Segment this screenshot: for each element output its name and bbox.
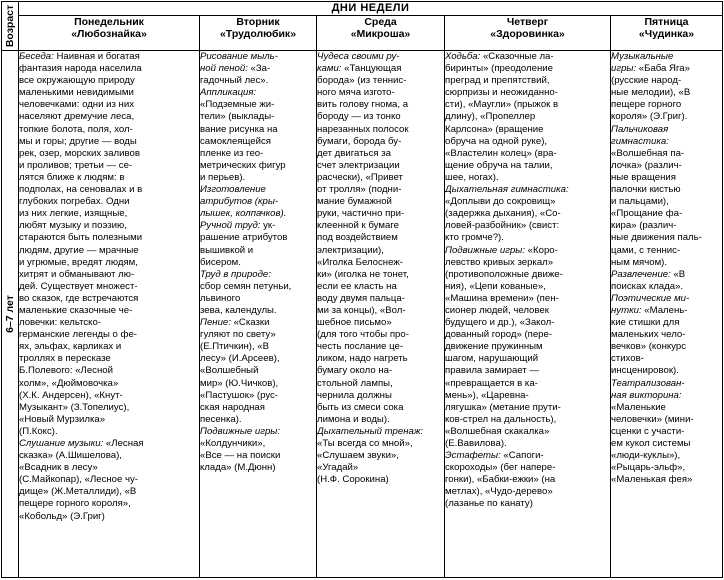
activity-entry [200,184,316,220]
age-column-header [2,2,19,51]
activity-title: Подвижные игры: [200,425,281,437]
day-header-tuesday [200,16,317,51]
activity-description: «Ты всегда со мной», «Слушаем звуки», «Угадай» (Н.Ф. Сорокина) [317,438,413,486]
activity-entry [445,450,610,510]
weekly-schedule-table [1,1,723,578]
activity-title: Ходьба: [445,51,481,62]
activity-description: «Лесная сказка» (А.Шишелова), «Всадник в лесу» (С.Майкопар), «Лесное чу- дище» (Ж.Металлиди), «В пещере горного короля», «Кобольд» (Э.Григ) [19,438,144,522]
day-header-friday [611,16,723,51]
monday-activities [19,51,200,578]
age-group-label: 6–7 лет [4,295,16,333]
activity-entry [611,124,722,269]
day-name: Четверг [506,16,549,28]
activity-title: Чудеса своими ру- ками: [317,51,400,75]
activity-description: «Малень- кие стишки для маленьких чело- вечков» (конкурс стихов- инсценировок). [611,304,688,377]
activity-entry [611,269,722,293]
activity-title: Подвижные игры: [445,244,526,256]
wednesday-activities [317,51,445,578]
day-theme: «Чудинка» [638,28,695,40]
activity-title: Эстафеты: [445,450,501,462]
activity-entry [19,51,199,438]
day-theme: «Микроша» [350,28,411,40]
activity-entry [611,293,722,378]
activity-title: Ручной труд: [200,220,261,232]
day-name: Пятница [644,16,689,28]
activity-entry [445,51,610,184]
activity-entry [200,426,316,474]
activity-description: «Танцующая борода» (из теннис- ного мяча изгото- вить голову гнома, а бороду — из тонко нарезанных полосок бумаги, борода бу- дет двигаться за счет электризации расчески), «Привет от тролля» (подни- мание бумажной руки, частично при- клеенной к бумаге под воздействием электризации), «Иголка Белоснеж- ки» (иголка не тонет, если ее класть на воду двумя пальца- ми за концы), «Вол- шебное письмо» (для того чтобы про- честь послание це- ликом, надо нагреть бумагу около на- стольной лампы, чернила должны быть из смеси сока лимона и воды). [317,63,409,425]
activity-title: Изготовление атрибутов (кры- лышек, колпачков). [200,184,287,220]
day-name: Понедельник [74,16,144,28]
activity-entry [200,51,316,87]
activity-title: Пальчиковая гимнастика: [611,123,669,147]
activity-entry [611,51,722,124]
activity-title: Слушание музыки: [19,438,104,449]
activity-title: Музыкальные игры: [611,51,674,75]
day-theme: «Здоровинка» [490,28,565,40]
activity-description: Наивная и богатая фантазия народа населила все окружающую природу маленькими невидимыми человечками: одни из них населяют дремучие леса, топкие болота, поля, хол- мы и горы; другие — воды рек, озер, морских заливов и проливов; третьи — се- лятся ближе к людям: в подполах, на сеновалах и в глубоких погребах. Одни из них легкие, изящные, любят музыку и поэзию, стараются быть полезными людям, другие — мрачные и угрюмые, вредят людям, хитрят и обманывают лю- дей. Существует множест- во сказок, где встречаются маленькие сказочные че- ловечки: кельтско- германские легенды о фе- ях, эльфах, карликах и троллях в пересказе Б.Полевого: «Лесной холм», «Дюймовочка» (Х.К. Андерсен), «Кнут- Музыкант» (З.Топелиус), «Новый Мурзилка» (П.Кокс). [19,51,143,437]
activity-title: Рисование мыль- ной пеной: [200,51,278,75]
activity-description: «Подземные жи- тели» (выклады- вание рисунка на самоклеящейся пленке из гео- метрических фигур и перьев). [200,99,286,183]
activity-entry [200,220,316,268]
activity-entry [445,245,610,451]
activity-description: «В поисках клада». [611,268,686,292]
tuesday-activities [200,51,317,578]
activity-title: Дыхательный тренаж: [317,425,424,437]
activity-title: Аппликация: [200,87,257,99]
day-header-monday [19,16,200,51]
day-theme: «Любознайка» [71,28,147,40]
activity-description: «Колдунчики», «Все — на поиски клада» (М.Дюнн) [200,438,281,474]
activity-entry [200,269,316,317]
days-of-week-title: ДНИ НЕДЕЛИ [19,2,723,16]
activity-title: Беседа: [19,51,54,62]
activity-title: Пение: [200,317,231,329]
activity-entry [611,378,722,487]
thursday-activities [445,51,611,578]
age-header-label: Возраст [4,4,16,48]
activity-description: «Сказки гуляют по свету» (Е.Птичкин), «В лесу» (И.Арсеев), «Волшебный мир» (Ю.Чичков), «Пастушок» (рус- ская народная песенка). [200,317,280,425]
age-group-row [2,51,723,578]
activity-description: «Сапоги- скороходы» (бег напере- гонки), «Бабки-ежки» (на метлах), «Чудо-дерево» (лазанье по канату) [445,450,556,510]
day-header-thursday [445,16,611,51]
activity-entry [317,51,444,426]
activity-description: «Сказочные ла- биринты» (преодоление преград и препятствий, сюрпризы и неожиданно- сти), «Маугли» (прыжок в длину), «Пропеллер Карлсона» (вращение обруча на одной руке), «Властелин колец» (вра- щение обруча на талии, шее, ногах). [445,51,559,183]
day-headers-row [2,16,723,51]
activity-entry [200,87,316,184]
activity-title: Театрализован- ная викторина: [611,377,685,401]
activity-description: «Коро- левство кривых зеркал» (противоположные движе- ния), «Цепи кованые», «Машина времени» (пен- сионер людей, человек будущего и др.), «Закол- дованный город» (пере- движение пружинным шагом, нарушающий правила замирает — «превращается в ка- мень»), «Царевна- лягушка» (метание прути- ков-стрел на дальность), «Волшебная скакалка» (Е.Вавилова). [445,244,563,449]
activity-description: «Доплыви до сокровищ» (задержка дыхания), «Со- ловей-разбойник» (свист: кто громче?). [445,196,561,244]
activity-title: Дыхательная гимнастика: [445,184,569,196]
activity-entry [19,438,199,523]
activity-entry [445,184,610,244]
friday-activities [611,51,723,578]
activity-entry [200,317,316,426]
activity-description: «Баба Яга» (русские народ- ные мелодии), «В пещере горного короля» (Э.Григ). [611,63,691,123]
activity-description: сбор семян петуньи, львиного зева, календулы. [200,280,292,316]
day-theme: «Трудолюбик» [219,28,297,40]
activity-title: Развлечение: [611,268,671,280]
days-title-row [2,2,723,16]
activity-description: «Волшебная па- лочка» (различ- ные вращения палочки кистью и пальцами), «Прощание фа- кира» (различ- ные движения паль- цами, с теннис- ным мячом). [611,147,702,268]
day-name: Среда [364,16,397,28]
activity-description: ук- рашение атрибутов вышивкой и бисером. [200,220,288,268]
activity-description: «За- гадочный лес». [200,63,271,87]
day-name: Вторник [236,16,280,28]
activity-title: Поэтические ми- нутки: [611,292,690,316]
activity-entry [317,426,444,486]
day-header-wednesday [317,16,445,51]
age-group-cell [2,51,19,578]
activity-description: «Маленькие человечки» (мини- сценки с участи- ем кукол системы «люди-куклы»), «Рыцарь-эльф», «Маленькая фея» [611,401,694,486]
activity-title: Труд в природе: [200,268,271,280]
